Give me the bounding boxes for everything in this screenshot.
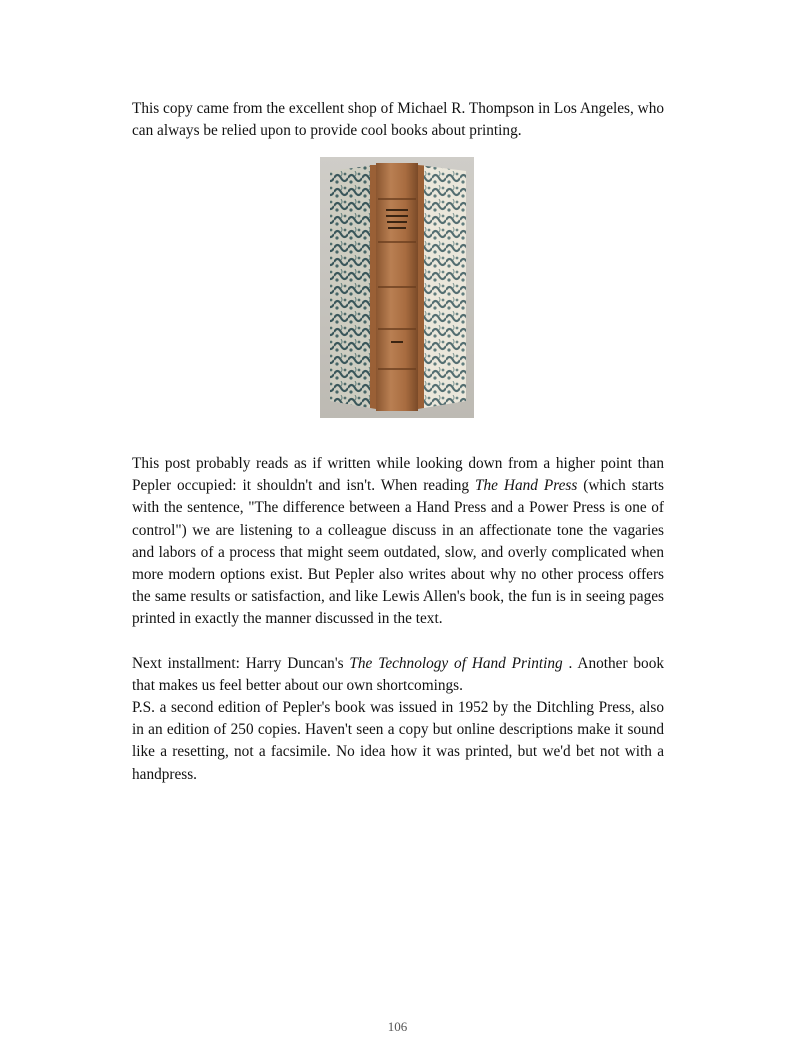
book-photo — [320, 157, 474, 418]
paragraph-commentary — [132, 453, 664, 631]
paragraph-commentary-text-b: (which starts with the sentence, "The difference between a Hand Press and a Power Press is one of control") we are listening to a colleague discuss in an affectionate tone the vagaries and labors of a process that might seem outdated, slow, and overly complicated when more modern options exist. But Pepler also writes about why no other process offers the same results or satisfaction, and like Lewis Allen's book, the fun is in seeing pages printed in exactly the manner discussed in the text. — [132, 477, 664, 628]
page-number: 106 — [387, 1019, 408, 1034]
paragraph-next-text-a: Next installment: Harry Duncan's — [132, 655, 350, 672]
paragraph-commentary-text-a: This post probably reads as if written while looking down from a higher point than Pepler occupied: it shouldn't and isn't. When reading — [132, 455, 664, 495]
paragraph-postscript: P.S. a second edition of Pepler's book was issued in 1952 by the Ditchling Press, also in an edition of 250 copies. Haven't seen a copy but online descriptions make it sound like a resetting, not a facsimile. No idea how it was printed, but we'd bet not with a handpress. — [132, 699, 664, 783]
paragraph-shop: This copy came from the excellent shop of Michael R. Thompson in Los Angeles, who can always be relied upon to provide cool books about printing. — [132, 100, 664, 140]
book-title-technology: The Technology of Hand Printing — [349, 655, 563, 672]
paragraph-next-installment — [132, 653, 664, 697]
paragraph-next-text-b: . Another book that makes us feel better about our own shortcomings. — [132, 655, 664, 695]
book-title-hand-press: The Hand Press — [475, 477, 578, 495]
